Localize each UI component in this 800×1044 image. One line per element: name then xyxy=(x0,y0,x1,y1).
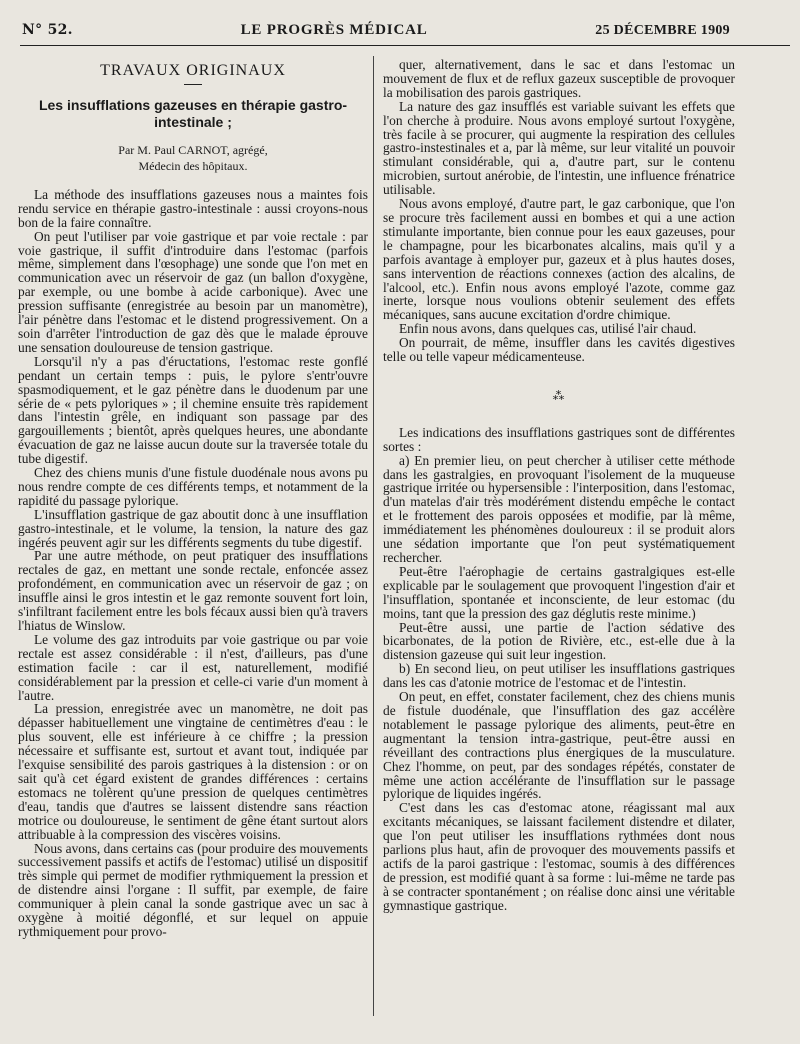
left-column xyxy=(18,58,368,939)
paragraph: Les indications des insufflations gastriques sont de différentes sortes : xyxy=(383,424,735,454)
column-separator xyxy=(373,56,374,1016)
paragraph: a) En premier lieu, on peut chercher à utiliser cette méthode dans les gastralgies, en provoquant l'isolement de la muqueuse gastrique irritée ou hypersensible : l'interposition, dans l'estomac, d'un matelas d'air très modérément distendu empêche le contact et le frottement des parois opposées et modifie, par là même, immédiatement les phénomènes douloureux : il se produit alors une sédation importante que l'on peut systématiquement rechercher. xyxy=(383,452,735,565)
paragraph: La nature des gaz insufflés est variable suivant les effets que l'on cherche à produire. Nous avons employé surtout l'oxygène, très facile à se procurer, qui augmente la respiration des cellules gastro-instestinales et a, par là même, sur leur vitalité un pouvoir stimulant considérable, qui a, d'autre part, sur le contenu microbien, surtout anérobie, de l'intestin, une influence frénatrice utilisable. xyxy=(383,98,735,198)
author-affiliation: Médecin des hôpitaux. xyxy=(138,158,248,173)
section-title: TRAVAUX ORIGINAUX xyxy=(100,62,286,79)
page-header xyxy=(22,22,730,44)
paragraph: Peut-être l'aérophagie de certains gastralgiques est-elle explicable par le soulagement que provoquent l'ingestion d'air et l'insufflation, spontanée et inconsciente, de leur estomac (du moins, tant que la pression des gaz déglutis reste minime.) xyxy=(383,563,735,621)
header-rule xyxy=(20,45,790,46)
paragraph: Enfin nous avons, dans quelques cas, utilisé l'air chaud. xyxy=(399,321,697,337)
paragraph: L'insufflation gastrique de gaz aboutit donc à une insufflation gastro-intestinale, et le volume, la tension, la nature des gaz ingérés peuvent agir sur les différents segments du tube digestif. xyxy=(18,506,368,550)
left-column-body xyxy=(18,188,368,939)
paragraph: Le volume des gaz introduits par voie gastrique ou par voie rectale est assez considérable : il n'est, d'ailleurs, pas d'une estimation facile : car il est, naturellement, modifié considérablement par la pression et celle-ci varie d'un moment à l'autre. xyxy=(18,631,368,703)
paragraph: On pourrait, de même, insuffler dans les cavités digestives telle ou telle vapeur médicamenteuse. xyxy=(383,335,735,365)
paragraph: On peut l'utiliser par voie gastrique et par voie rectale : par voie gastrique, il suffit d'introduire dans l'estomac (parfois même, simplement dans l'œsophage) une sonde que l'on met en communication avec un réservoir de gaz (un ballon d'oxygène, par exemple, ou une bombe à acide carbonique). Avec une pression suffisante (enregistrée au besoin par un manomètre), l'air pénètre dans l'estomac et le distend progressivement. On a soin d'arrêter l'introduction de gaz dès que le malade éprouve une sensation douloureuse de tension gastrique. xyxy=(18,228,368,355)
paragraph: Chez des chiens munis d'une fistule duodénale nous avons pu nous rendre compte de ces différents temps, et notamment de la rapidité du passage pylorique. xyxy=(18,465,368,508)
right-column-body-2 xyxy=(383,426,735,913)
issue-date: 25 DÉCEMBRE 1909 xyxy=(595,23,730,38)
paragraph: quer, alternativement, dans le sac et dans l'estomac un mouvement de flux et de reflux gazeux susceptible de provoquer la mobilisation des parois gastriques. xyxy=(383,58,735,100)
section-rule xyxy=(184,84,202,85)
paragraph: La méthode des insufflations gazeuses nous a maintes fois rendu service en thérapie gastro-intestinale : aussi croyons-nous bon de la faire connaître. xyxy=(18,186,368,230)
paragraph: Nous avons, dans certains cas (pour produire des mouvements successivement passifs et actifs de l'estomac) utilisé un dispositif très simple qui permet de modifier rythmiquement la pression et de distendre ainsi l'organe : Il suffit, par exemple, de faire communiquer à plein canal la sonde gastrique avec un sac à oxygène à moitié dégonflé, et sur lequel on appuie rythmiquement pour provo- xyxy=(18,840,368,939)
paragraph: b) En second lieu, on peut utiliser les insufflations gastriques dans les cas d'atonie motrice de l'estomac et de l'intestin. xyxy=(383,661,735,691)
journal-title: LE PROGRÈS MÉDICAL xyxy=(240,22,428,38)
article-byline: Par M. Paul CARNOT, agrégé, xyxy=(118,142,268,157)
article-title: Les insufflations gazeuses en thérapie gastro-intestinale ; xyxy=(38,96,348,130)
right-column-body xyxy=(383,58,735,364)
issue-number: N° 52. xyxy=(22,22,73,38)
paragraph: On peut, en effet, constater facilement, chez des chiens munis de fistule duodénale, que l'insufflation des gaz accélère notablement le passage pylorique des aliments, peut-être en augmentant la tension intra-gastrique, peut-être aussi en réveillant des contractions plus énergiques de la musculature. Chez l'homme, on peut, par des sondages répétés, constater de même une action accélérante de l'insufflation sur le passage pylorique de liquides ingérés. xyxy=(383,689,735,802)
right-column xyxy=(383,58,735,913)
paragraph: Peut-être aussi, une partie de l'action sédative des bicarbonates, de la potion de Rivière, etc., est-elle due à la distension gazeuse qui suit leur ingestion. xyxy=(383,619,735,663)
asterism-divider: ⁂ xyxy=(552,388,566,403)
paragraph: C'est dans les cas d'estomac atone, réagissant mal aux excitants mécaniques, se laissant facilement distendre et dilater, que l'on peut utiliser les insufflations rythmées dont nous parlions plus haut, afin de provoquer des mouvements passifs et actifs de la paroi gastrique : l'estomac, soumis à des différences de pression, est modifié quant à sa forme : lui-même ne tarde pas à se contracter spontanément ; on réalise donc ainsi une véritable gymnastique gastrique. xyxy=(383,800,735,913)
paragraph: La pression, enregistrée avec un manomètre, ne doit pas dépasser habituellement une vingtaine de centimètres d'eau : le plus souvent, elle est inférieure à ce chiffre ; la pression nécessaire et suffisante est, surtout et avant tout, indiquée par l'exquise sensibilité des parois gastriques à la distension : or on sait qu'à cet égard existent de grandes différences : certains estomacs ne tolèrent qu'une pression de quelques centimètres d'eau, tandis que d'autres se laissent distendre sans réaction motrice ou douloureuse, le sentiment de gêne étant surtout alors attribuable à la compression des viscères voisins. xyxy=(18,701,368,842)
paragraph: Nous avons employé, d'autre part, le gaz carbonique, que l'on se procure très facilement aussi en bombes et qui a une action stimulante importante, bien connue pour les eaux gazeuses, pour le champagne, pour les bicarbonates alcalins, mais qu'il y a parfois avantage à employer pur, gazeux et à plus hautes doses, sans intervention de réactions connexes (action des alcalins, de l'alcool, etc.). Enfin nous avons employé l'azote, comme gaz inerte, lorsque nous voulions obtenir seulement des effets mécaniques, sans aucune excitation d'ordre chimique. xyxy=(383,196,735,323)
paragraph: Lorsqu'il n'y a pas d'éructations, l'estomac reste gonflé pendant un certain temps : puis, le pylore s'entr'ouvre spasmodiquement, et le gaz pénètre dans le duodenum par une série de « pets pyloriques » ; il chemine ensuite très rapidement dans l'intestin grêle, en indiquant son passage par des gargouillements ; bientôt, après quelques heures, une abondante évacuation de gaz ne laisse aucun doute sur la traversée totale du tube digestif. xyxy=(18,353,368,467)
paragraph: Par une autre méthode, on peut pratiquer des insufflations rectales de gaz, en mettant une sonde rectale, enfoncée assez profondément, en communication avec un réservoir de gaz ; on insuffle ainsi le gros intestin et le gaz remonte souvent fort loin, s'infiltrant facilement entre les bols fécaux aussi bien qu'à travers l'hiatus de Winslow. xyxy=(18,548,368,633)
